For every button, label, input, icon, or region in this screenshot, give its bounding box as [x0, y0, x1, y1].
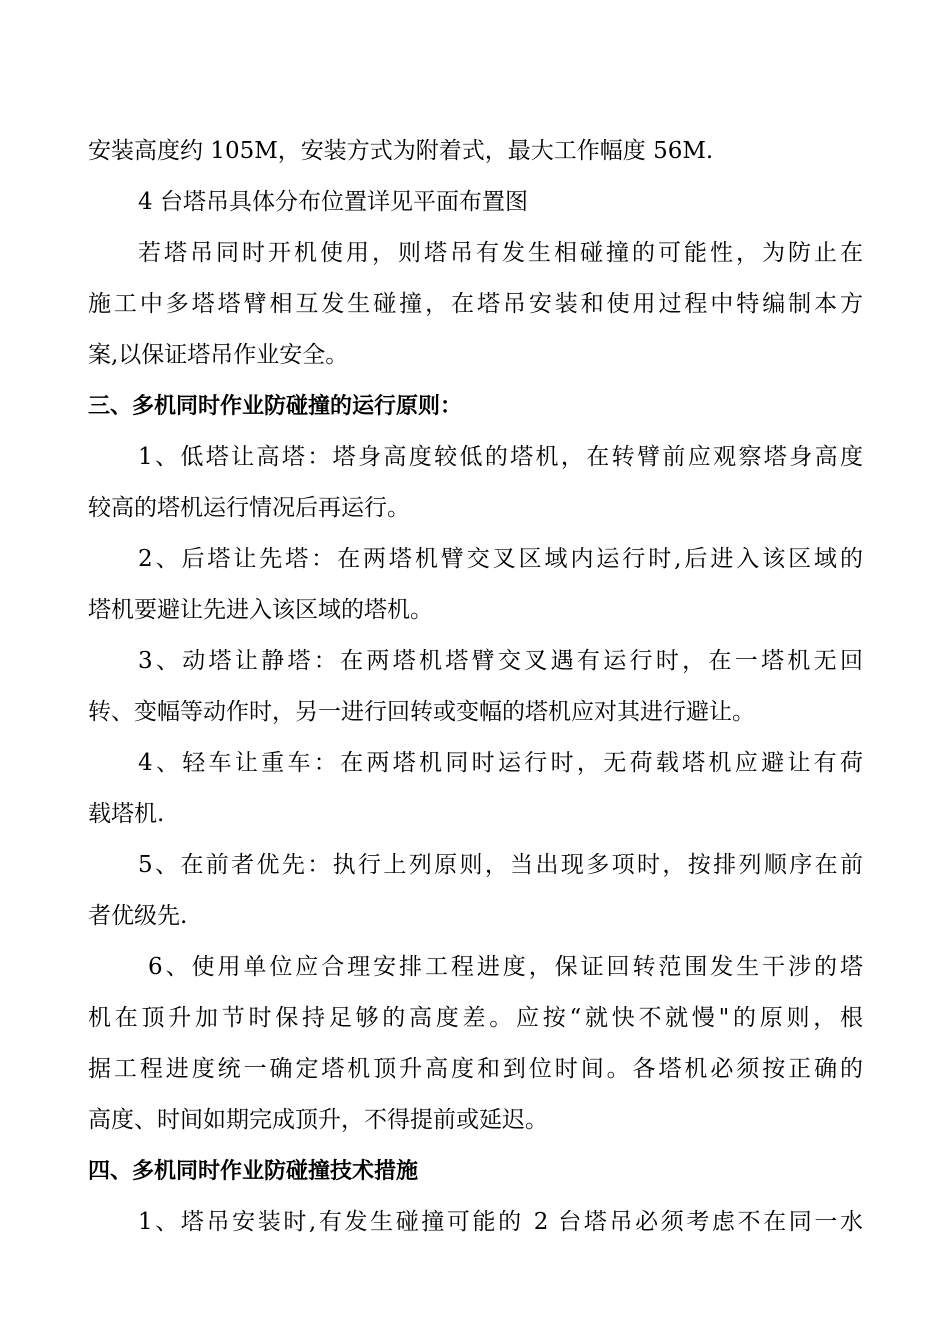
document-page [88, 126, 863, 1248]
section-heading: 四、多机同时作业防碰撞技术措施 [88, 1159, 419, 1184]
paragraph-line: 3、动塔让静塔：在两塔机塔臂交叉遇有运行时，在一塔机无回 [138, 648, 863, 674]
paragraph-line: 安装高度约 105M，安装方式为附着式，最大工作幅度 56M. [88, 138, 714, 164]
paragraph-line: 塔机要避让先进入该区域的塔机。 [88, 597, 433, 623]
paragraph-line: 载塔机. [88, 801, 165, 827]
paragraph-line: 1、塔吊安装时,有发生碰撞可能的 2 台塔吊必须考虑不在同一水 [138, 1209, 863, 1235]
paragraph-line: 4、轻车让重车：在两塔机同时运行时，无荷载塔机应避让有荷 [138, 750, 863, 776]
paragraph-line: 2、后塔让先塔：在两塔机臂交叉区域内运行时,后进入该区域的 [138, 546, 863, 572]
paragraph-line: 据工程进度统一确定塔机顶升高度和到位时间。各塔机必须按正确的 [88, 1056, 863, 1082]
paragraph-line: 1、低塔让高塔：塔身高度较低的塔机，在转臂前应观察塔身高度 [138, 444, 863, 470]
paragraph-line: 施工中多塔塔臂相互发生碰撞，在塔吊安装和使用过程中特编制本方 [88, 291, 863, 317]
paragraph-line: 5、在前者优先：执行上列原则，当出现多项时，按排列顺序在前 [138, 852, 863, 878]
paragraph-line: 6、使用单位应合理安排工程进度，保证回转范围发生干涉的塔 [148, 954, 863, 980]
paragraph-line: 4 台塔吊具体分布位置详见平面布置图 [138, 189, 528, 215]
paragraph-line: 若塔吊同时开机使用，则塔吊有发生相碰撞的可能性，为防止在 [138, 240, 863, 266]
paragraph-line: 转、变幅等动作时，另一进行回转或变幅的塔机应对其进行避让。 [88, 699, 755, 725]
paragraph-line: 者优级先. [88, 903, 188, 929]
paragraph-line: 高度、时间如期完成顶升，不得提前或延迟。 [88, 1107, 548, 1133]
paragraph-line: 案,以保证塔吊作业安全。 [88, 342, 349, 368]
paragraph-line: 机在顶升加节时保持足够的高度差。应按“就快不就慢"的原则，根 [88, 1005, 863, 1031]
section-heading: 三、多机同时作业防碰撞的运行原则： [88, 394, 463, 419]
paragraph-line: 较高的塔机运行情况后再运行。 [88, 495, 410, 521]
